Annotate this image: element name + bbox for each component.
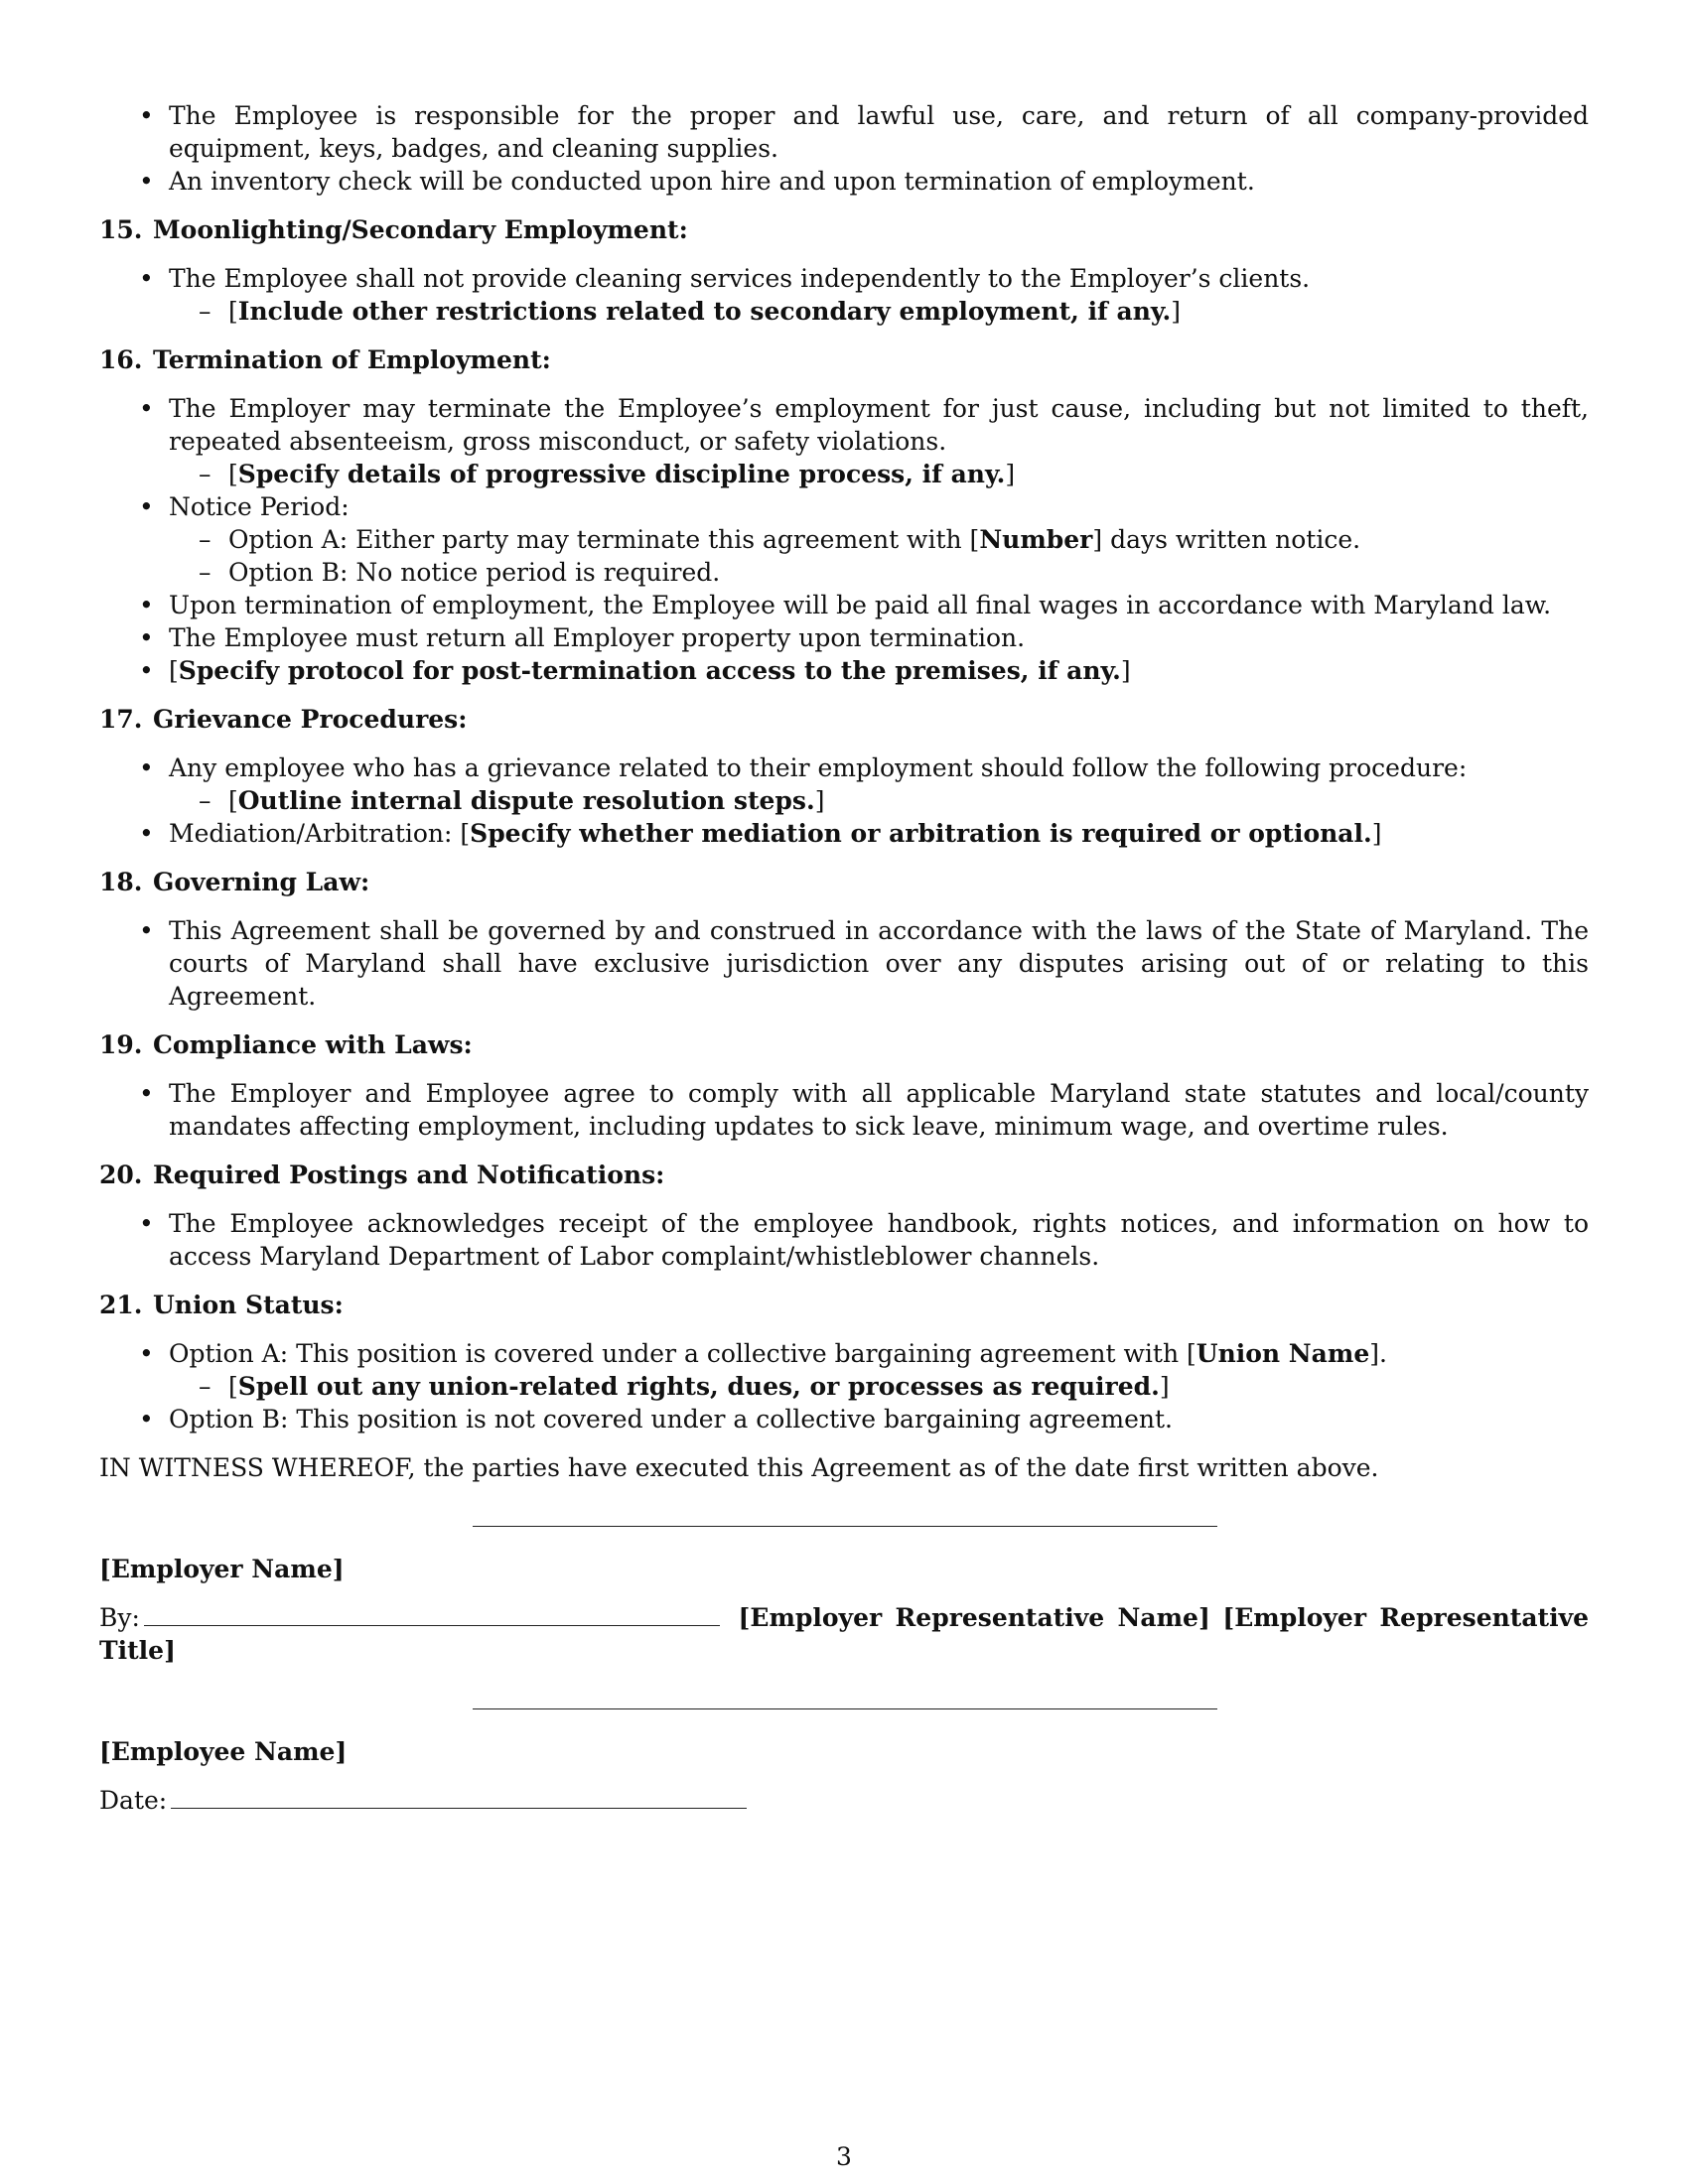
sub-list-item: – [Include other restrictions related to secondary employment, if any.] [99,295,1589,328]
grievance-list [99,751,1589,850]
list-item-text: The Employee is responsible for the proper and lawful use, care, and return of all company-provided equipment, keys, badges, and cleaning supplies. [169,101,1589,163]
list-item [99,751,1589,784]
list-item: • [Specify protocol for post-termination access to the premises, if any.] [99,654,1589,687]
section-number: 15. [99,215,143,244]
placeholder-text: Number [979,525,1093,554]
list-item-text: days written notice. [1110,525,1361,554]
list-item [99,914,1589,1013]
rep-title-text: Employer Representative Title [99,1603,1590,1665]
list-item [99,165,1589,198]
list-item-text: Option A: This position is covered under a collective bargaining agreement with [169,1339,1180,1368]
section-title: Compliance with Laws: [153,1030,473,1059]
section-title: Moonlighting/Secondary Employment: [153,215,688,244]
section-title: Union Status: [153,1291,344,1319]
list-item-text: The Employer and Employee agree to comply with all applicable Maryland state statutes and local/county mandates affecting employment, including updates to sick leave, minimum wage, and overtime rules. [169,1079,1589,1141]
page-number: 3 [836,2142,852,2171]
employer-by-line [99,1601,1589,1667]
sub-list-item: – [Spell out any union-related rights, dues, or processes as required.] [99,1370,1589,1403]
section-heading-18 [99,866,1589,898]
placeholder-text: Union Name [1196,1339,1370,1368]
section-number: 20. [99,1160,143,1189]
section-title: Termination of Employment: [153,345,551,374]
list-item-text: The Employer may terminate the Employee’s employment for just cause, including but not limited to theft, repeated absenteeism, gross misconduct, or safety violations. [169,394,1589,456]
list-item-text: This Agreement shall be governed by and construed in accordance with the laws of the State of Maryland. The courts of Maryland shall have exclusive jurisdiction over any disputes arising out of or relating to this Agreement. [169,916,1589,1011]
sub-list-item: – [Outline internal dispute resolution steps.] [99,784,1589,817]
list-item-text: Any employee who has a grievance related to their employment should follow the following procedure: [169,753,1468,782]
list-item: • Option A: This position is covered under a collective bargaining agreement with [Union Name]. [99,1337,1589,1370]
employee-name: [Employee Name] [99,1737,348,1766]
placeholder-text: Specify details of progressive discipline process, if any. [237,460,1006,488]
rep-title: [Employer Representative Title] [99,1603,1590,1665]
compliance-list [99,1077,1589,1143]
section-heading-20 [99,1159,1589,1191]
list-item [99,1403,1589,1435]
section-title: Governing Law: [153,868,370,896]
section-number: 21. [99,1291,143,1319]
section-number: 17. [99,705,143,734]
rep-name-text: Employer Representative Name [750,1603,1198,1632]
list-item [99,1077,1589,1143]
section-title: Grievance Procedures: [153,705,468,734]
list-item-text: Option B: This position is not covered under a collective bargaining agreement. [169,1405,1173,1433]
termination-list [99,392,1589,687]
date-blank[interactable] [171,1786,747,1809]
section-heading-19 [99,1028,1589,1061]
section-title: Required Postings and Notifications: [153,1160,665,1189]
employee-name-text: Employee Name [110,1737,336,1766]
section-number: 19. [99,1030,143,1059]
placeholder-text: Specify protocol for post-termination access to the premises, if any. [178,656,1121,685]
placeholder-text: Spell out any union-related rights, dues, or processes as required. [237,1372,1160,1401]
section-heading-15 [99,213,1589,246]
sub-list-item: – Option A: Either party may terminate this agreement with [Number] days written notice. [99,523,1589,556]
section-heading-17 [99,703,1589,736]
section-number: 16. [99,345,143,374]
list-item-text: The Employee must return all Employer property upon termination. [169,623,1026,652]
sub-list-item: – [Specify details of progressive discipline process, if any.] [99,458,1589,490]
list-item [99,1207,1589,1273]
equipment-list [99,99,1589,198]
list-item-text: Option B: No notice period is required. [228,558,721,587]
section-number: 18. [99,868,143,896]
list-item-text: Upon termination of employment, the Employee will be paid all final wages in accordance with Maryland law. [169,591,1552,619]
list-item-text: Option A: Either party may terminate this agreement with [228,525,962,554]
union-list [99,1337,1589,1435]
list-item: • Mediation/Arbitration: [Specify whether mediation or arbitration is required or optional.] [99,817,1589,850]
employer-name-text: Employer Name [110,1555,333,1583]
list-item [99,589,1589,621]
employer-signature-line[interactable] [473,1526,1217,1527]
date-line [99,1784,1589,1817]
list-item [99,99,1589,165]
placeholder-text: Outline internal dispute resolution steps. [237,786,815,815]
section-heading-16 [99,343,1589,376]
list-item-text: The Employee shall not provide cleaning services independently to the Employer’s clients. [169,264,1311,293]
placeholder-text: Specify whether mediation or arbitration is required or optional. [470,819,1372,848]
witness-statement: IN WITNESS WHEREOF, the parties have executed this Agreement as of the date first written above. [99,1453,1379,1482]
by-signature-blank[interactable] [144,1603,720,1626]
employee-signature-line[interactable] [473,1708,1217,1709]
sub-list-item [99,556,1589,589]
list-item [99,262,1589,295]
moonlighting-list [99,262,1589,328]
by-label: By: [99,1603,140,1632]
list-item [99,392,1589,458]
placeholder-text: Include other restrictions related to secondary employment, if any. [237,297,1172,326]
list-item-text: The Employee acknowledges receipt of the employee handbook, rights notices, and information on how to access Maryland Department of Labor complaint/whistleblower channels. [169,1209,1589,1271]
date-label: Date: [99,1786,168,1815]
postings-list [99,1207,1589,1273]
list-item [99,621,1589,654]
employer-name: [Employer Name] [99,1555,345,1583]
list-item-text: An inventory check will be conducted upon hire and upon termination of employment. [169,167,1255,196]
list-item-text: Notice Period: [169,492,350,521]
list-item [99,490,1589,523]
document-page [99,99,1589,1817]
section-heading-21 [99,1289,1589,1321]
governing-law-list [99,914,1589,1013]
list-item-text: Mediation/Arbitration: [169,819,453,848]
rep-name: [Employer Representative Name] [738,1603,1210,1632]
